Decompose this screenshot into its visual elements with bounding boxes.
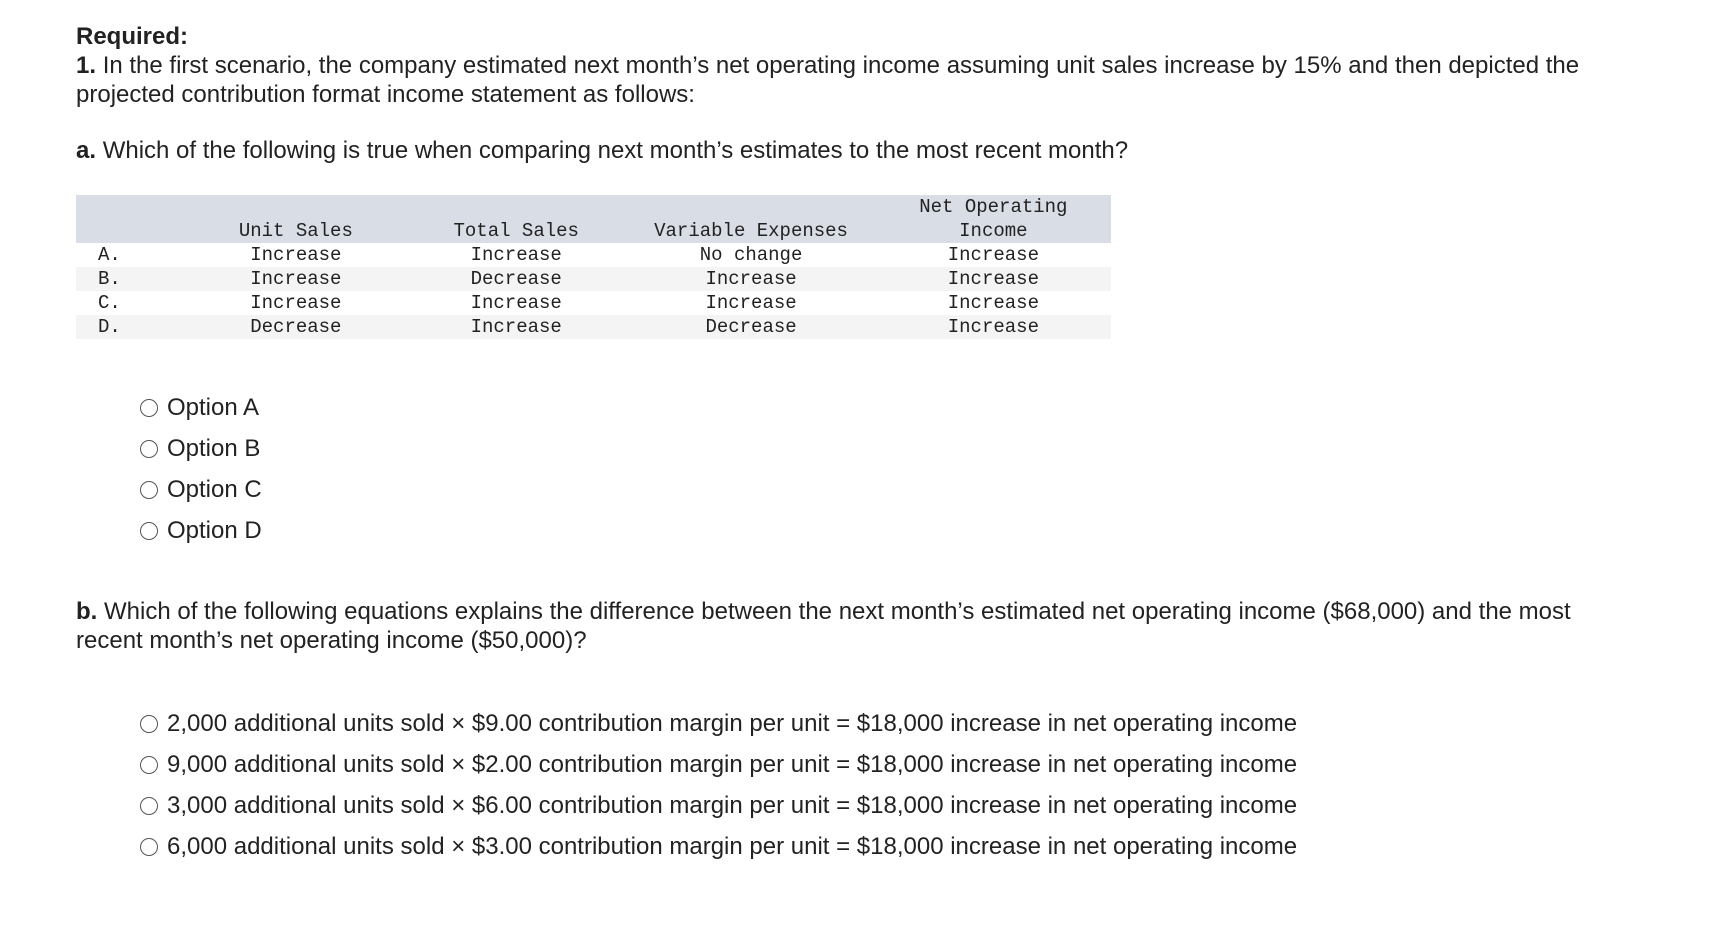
equation-option-2[interactable] xyxy=(140,744,1297,785)
radio-button[interactable] xyxy=(140,440,158,458)
option-c[interactable] xyxy=(140,469,262,510)
radio-button[interactable] xyxy=(140,399,158,417)
table-cell: B. xyxy=(98,268,121,290)
table-cell: Increase xyxy=(705,292,797,314)
option-b[interactable] xyxy=(140,428,262,469)
equation-option-3[interactable] xyxy=(140,785,1297,826)
radio-button[interactable] xyxy=(140,838,158,856)
table-cell: Increase xyxy=(250,244,342,266)
option-d[interactable] xyxy=(140,510,262,551)
question-1-body: In the first scenario, the company estimated next month’s net operating income assuming unit sales increase by 15% and then depicted the projected contribution format income statement as follows: xyxy=(76,52,1580,108)
question-1-text xyxy=(76,51,1636,109)
question-1-number: 1. xyxy=(76,52,97,79)
table-cell: Increase xyxy=(250,292,342,314)
radio-button[interactable] xyxy=(140,481,158,499)
table-header-net-operating-income xyxy=(876,195,1111,243)
table-cell: A. xyxy=(98,244,121,266)
table-cell: Increase xyxy=(705,268,797,290)
part-b-label: b. xyxy=(76,598,98,625)
table-cell: Increase xyxy=(470,316,562,338)
table-header-row xyxy=(76,195,1111,243)
table-cell: Increase xyxy=(947,268,1039,290)
table-cell: Increase xyxy=(250,268,342,290)
option-label: 9,000 additional units sold × $2.00 contribution margin per unit = $18,000 increase in net operating income xyxy=(167,750,1298,778)
part-b-question xyxy=(76,597,1636,655)
table-cell: Increase xyxy=(947,292,1039,314)
table-row xyxy=(76,243,1111,267)
table-header-empty xyxy=(76,195,186,243)
table-header-noi-line2: Income xyxy=(959,220,1028,242)
part-a-question xyxy=(76,136,1128,165)
radio-button[interactable] xyxy=(140,797,158,815)
option-a[interactable] xyxy=(140,387,262,428)
table-header-noi-line1: Net Operating xyxy=(919,196,1068,218)
radio-button[interactable] xyxy=(140,522,158,540)
table-header-variable-expenses: Variable Expenses xyxy=(654,220,848,242)
required-heading: Required: xyxy=(76,23,189,50)
table-cell: Decrease xyxy=(250,316,342,338)
part-b-options xyxy=(140,703,1297,867)
table-cell: Increase xyxy=(470,292,562,314)
part-a-label: a. xyxy=(76,137,97,164)
table-cell: Increase xyxy=(470,244,562,266)
option-label: Option B xyxy=(167,434,261,462)
option-label: 3,000 additional units sold × $6.00 contribution margin per unit = $18,000 increase in net operating income xyxy=(167,791,1298,819)
option-label: Option C xyxy=(167,475,262,503)
table-cell: Decrease xyxy=(470,268,562,290)
table-header-unit-sales: Unit Sales xyxy=(238,220,353,242)
option-label: Option A xyxy=(167,393,260,421)
radio-button[interactable] xyxy=(140,756,158,774)
part-a-question-text: Which of the following is true when comparing next month’s estimates to the most recent month? xyxy=(102,137,1129,164)
table-row xyxy=(76,315,1111,339)
table-cell: No change xyxy=(699,244,803,266)
part-a-options xyxy=(140,387,262,551)
option-label: 6,000 additional units sold × $3.00 contribution margin per unit = $18,000 increase in net operating income xyxy=(167,832,1298,860)
comparison-table xyxy=(76,195,1111,339)
part-b-question-text: Which of the following equations explains the difference between the next month’s estimated net operating income ($68,000) and the most recent month’s net operating income ($50,000)? xyxy=(76,598,1571,654)
question-header xyxy=(76,22,1636,109)
option-label: 2,000 additional units sold × $9.00 contribution margin per unit = $18,000 increase in net operating income xyxy=(167,709,1298,737)
table-cell: Decrease xyxy=(705,316,797,338)
table-cell: C. xyxy=(98,292,121,314)
equation-option-1[interactable] xyxy=(140,703,1297,744)
table-row xyxy=(76,267,1111,291)
table-row xyxy=(76,291,1111,315)
equation-option-4[interactable] xyxy=(140,826,1297,867)
table-cell: Increase xyxy=(947,244,1039,266)
option-label: Option D xyxy=(167,516,262,544)
radio-button[interactable] xyxy=(140,715,158,733)
table-cell: D. xyxy=(98,316,121,338)
table-header-total-sales: Total Sales xyxy=(453,220,579,242)
table-cell: Increase xyxy=(947,316,1039,338)
